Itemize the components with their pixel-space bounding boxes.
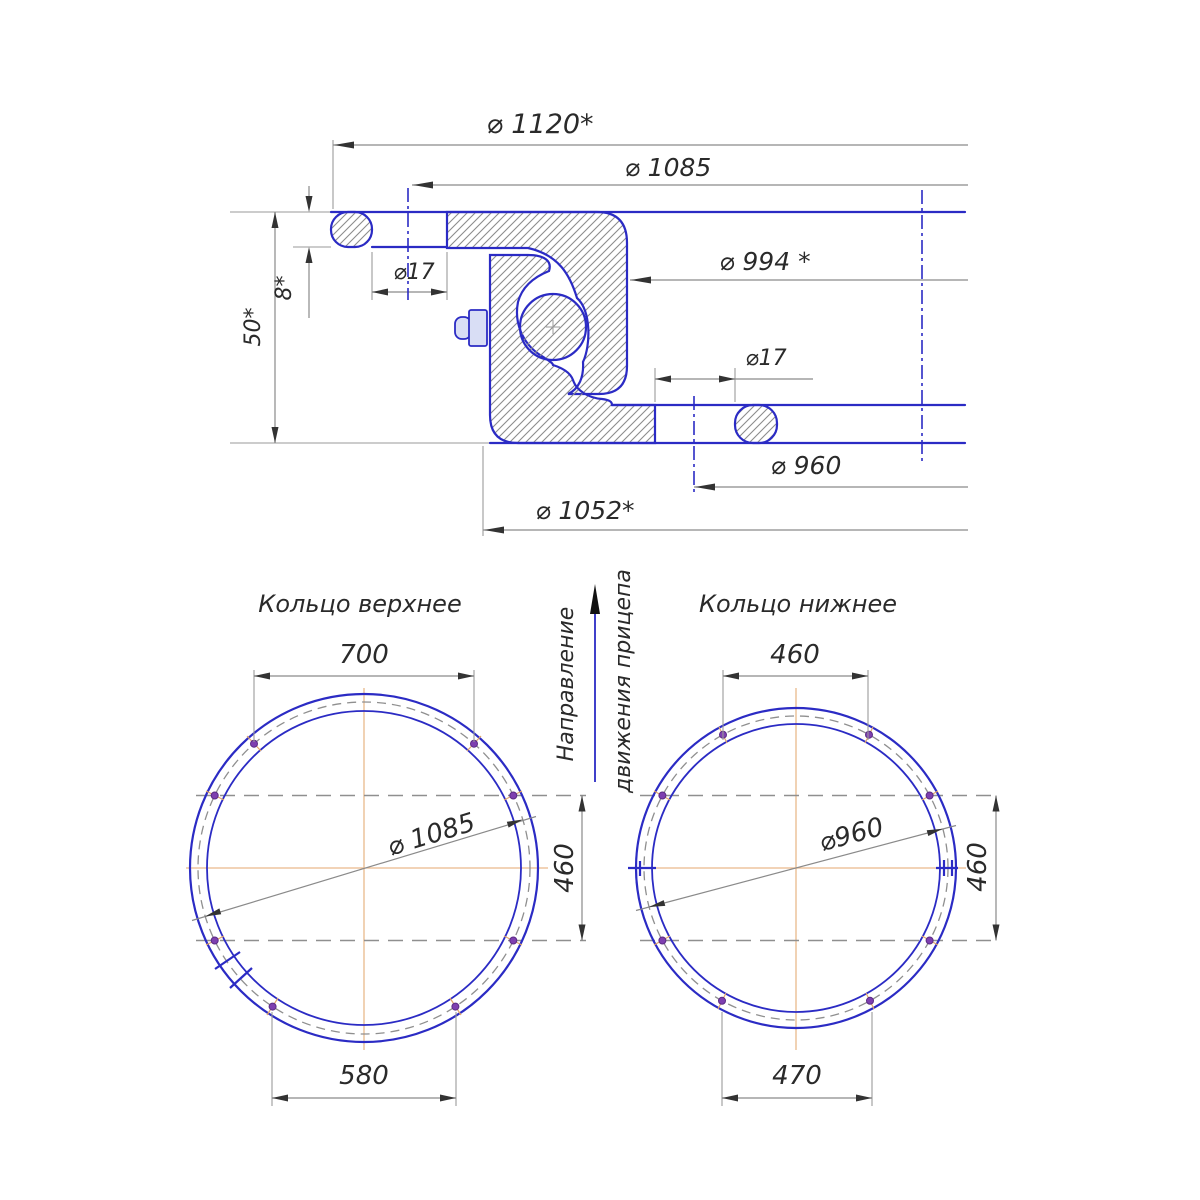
- arrowhead: [655, 376, 671, 383]
- arrowhead: [631, 277, 651, 284]
- bolt-hole: [867, 997, 874, 1004]
- direction-of-travel-note: [554, 569, 636, 794]
- arrowhead: [306, 196, 313, 212]
- dim-text-1120: ⌀ 1120*: [486, 109, 594, 140]
- bolt-hole: [866, 731, 873, 738]
- upper-ring-outer-rim-section: [331, 212, 372, 247]
- bolt-hole: [211, 792, 218, 799]
- bolt-hole: [926, 937, 933, 944]
- lower-ring-title: Кольцо нижнее: [699, 590, 897, 618]
- direction-note-line1: Направление: [554, 606, 579, 762]
- dim-text-470: 470: [772, 1061, 822, 1091]
- dim-text-700: 700: [339, 640, 389, 670]
- dim-text-d1085-view: ⌀ 1085: [383, 807, 479, 863]
- bolt-hole: [269, 1003, 276, 1010]
- bolt-hole: [926, 792, 933, 799]
- arrowhead: [272, 427, 279, 443]
- grease-fitting-body: [469, 310, 487, 346]
- arrowhead: [695, 484, 715, 491]
- dim-text-460-left-view: 460: [550, 843, 580, 893]
- arrowhead: [272, 212, 279, 228]
- bolt-hole: [452, 1003, 459, 1010]
- direction-note-line2: движения прицепа: [611, 569, 636, 793]
- dim-text-460-top: 460: [770, 640, 820, 670]
- bolt-hole: [659, 937, 666, 944]
- grease-fitting: [455, 310, 487, 346]
- dim-text-8: 8*: [272, 275, 297, 301]
- dim-text-d960-view: ⌀960: [816, 812, 887, 859]
- arrowhead: [413, 182, 433, 189]
- dim-text-994: ⌀ 994 *: [719, 247, 811, 276]
- bolt-hole: [211, 937, 218, 944]
- arrowhead: [372, 289, 388, 296]
- dim-text-960: ⌀ 960: [770, 451, 842, 480]
- lower-ring-view: [628, 590, 1000, 1106]
- dim-text-580: 580: [339, 1061, 389, 1091]
- lower-ring-outer-rim-section: [735, 405, 777, 443]
- bolt-hole: [659, 792, 666, 799]
- dim-text-460-right-view: 460: [963, 842, 993, 892]
- upper-ring-view: [186, 590, 586, 1106]
- arrowhead: [334, 142, 354, 149]
- dim-text-1052: ⌀ 1052*: [535, 496, 635, 525]
- arrowhead: [484, 527, 504, 534]
- dim-text-1085: ⌀ 1085: [624, 153, 712, 182]
- dim-text-50: 50*: [241, 307, 266, 347]
- bolt-hole: [510, 937, 517, 944]
- dim-text-17-lower: ⌀17: [745, 346, 787, 371]
- direction-arrow-icon: [590, 584, 600, 614]
- upper-ring-title: Кольцо верхнее: [258, 590, 462, 618]
- dim-text-17-upper: ⌀17: [393, 260, 435, 285]
- arrowhead: [306, 247, 313, 263]
- arrowhead: [431, 289, 447, 296]
- bolt-hole: [719, 997, 726, 1004]
- bolt-hole: [510, 792, 517, 799]
- cross-section-view: [230, 109, 968, 536]
- arrowhead: [719, 376, 735, 383]
